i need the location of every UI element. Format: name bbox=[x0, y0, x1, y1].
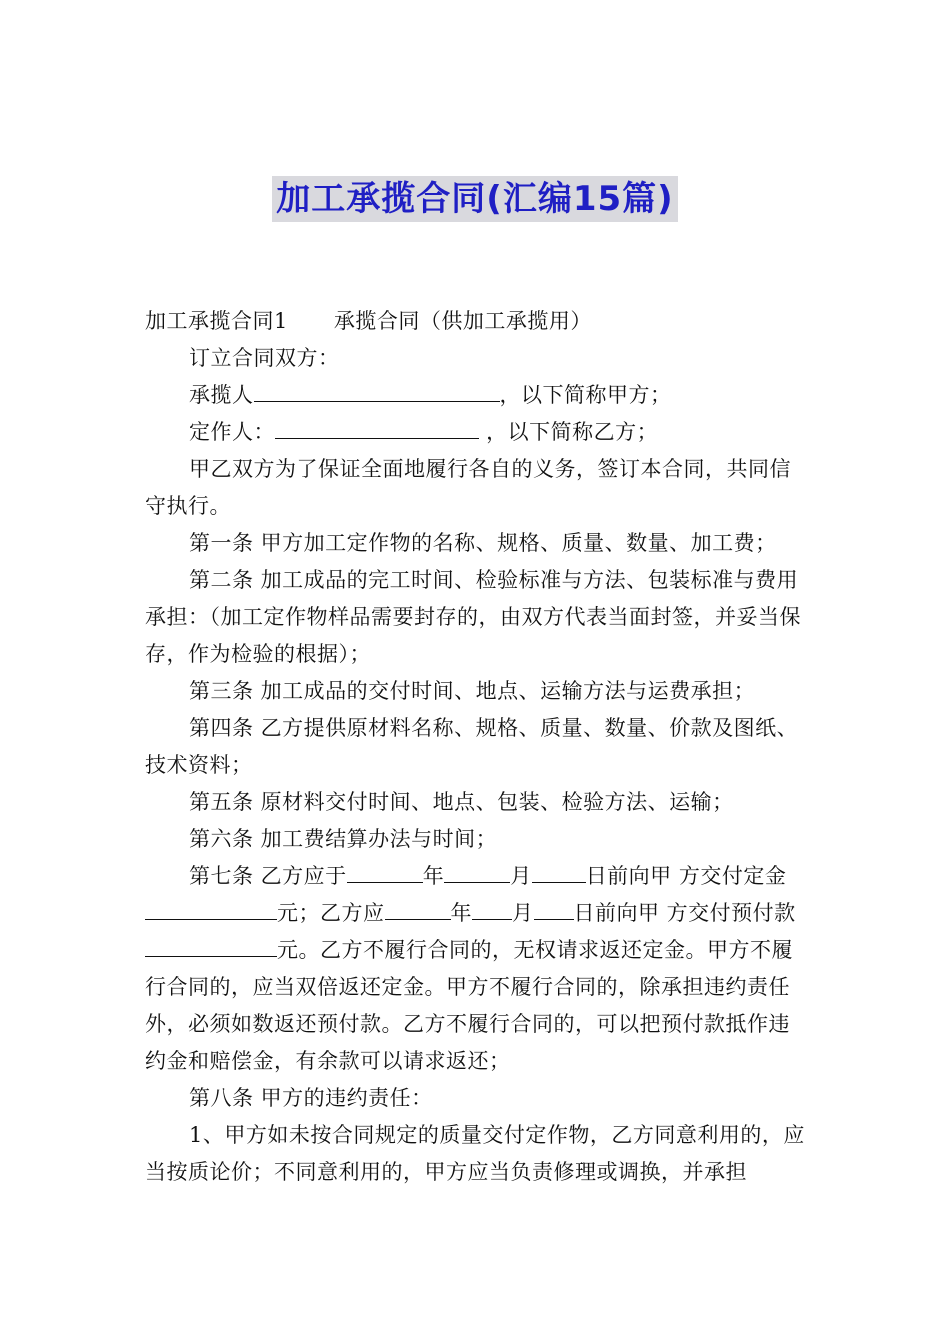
contractor-line bbox=[145, 377, 811, 414]
prepay-year-blank[interactable] bbox=[385, 897, 451, 920]
orderer-label: 定作人： bbox=[189, 420, 275, 444]
article-7-rest: 元。乙方不履行合同的，无权请求返还定金。甲方不履行合同的，应当双倍返还定金。甲方不履行合同的，除承担违约责任外，必须如数返还预付款。乙方不履行合同的，可以把预付款抵作违约金和赔偿金，有余款可以请求返还； bbox=[145, 938, 793, 1073]
article-1: 第一条 甲方加工定作物的名称、规格、质量、数量、加工费； bbox=[189, 531, 777, 555]
orderer-suffix: ，以下简称乙方； bbox=[479, 420, 659, 444]
contract-heading bbox=[145, 303, 811, 340]
prepay-day-text: 日前向甲 方交付预付款 bbox=[573, 901, 796, 925]
prepay-year-label: 年 bbox=[450, 901, 472, 925]
document-body bbox=[145, 303, 811, 1191]
title-container bbox=[0, 176, 950, 222]
parties-intro: 订立合同双方： bbox=[189, 346, 340, 370]
contractor-label: 承揽人 bbox=[189, 383, 254, 407]
deposit-day-text: 日前向甲 方交付定金 bbox=[585, 864, 787, 888]
article-2: 第二条 加工成品的完工时间、检验标准与方法、包装标准与费用承担：（加工定作物样品需要封存的，由双方代表当面封签，并妥当保存，作为检验的根据）； bbox=[145, 568, 801, 666]
document-title: 加工承揽合同(汇编15篇) bbox=[272, 176, 677, 222]
heading-left: 加工承揽合同1 bbox=[145, 309, 288, 333]
article-7-intro: 第七条 乙方应于 bbox=[189, 864, 347, 888]
contractor-suffix: ，以下简称甲方； bbox=[499, 383, 672, 407]
orderer-blank[interactable] bbox=[275, 416, 479, 439]
prepay-month-label: 月 bbox=[512, 901, 534, 925]
deposit-yuan-text: 元；乙方应 bbox=[277, 901, 385, 925]
deposit-year-blank[interactable] bbox=[347, 860, 423, 883]
deposit-day-blank[interactable] bbox=[532, 860, 586, 883]
prepay-month-blank[interactable] bbox=[472, 897, 512, 920]
contractor-blank[interactable] bbox=[254, 379, 500, 402]
deposit-amount-blank[interactable] bbox=[145, 897, 277, 920]
article-6: 第六条 加工费结算办法与时间； bbox=[189, 827, 498, 851]
heading-right: 承揽合同（供加工承揽用） bbox=[333, 309, 592, 333]
article-5: 第五条 原材料交付时间、地点、包装、检验方法、运输； bbox=[189, 790, 734, 814]
deposit-year-label: 年 bbox=[422, 864, 445, 888]
article-8: 第八条 甲方的违约责任： bbox=[189, 1086, 433, 1110]
article-4: 第四条 乙方提供原材料名称、规格、质量、数量、价款及图纸、技术资料； bbox=[145, 716, 799, 777]
prepay-day-blank[interactable] bbox=[534, 897, 574, 920]
orderer-line bbox=[145, 414, 811, 451]
deposit-month-label: 月 bbox=[510, 864, 532, 888]
prepay-amount-blank[interactable] bbox=[145, 934, 277, 957]
article-8-item-1: 1、甲方如未按合同规定的质量交付定作物，乙方同意利用的，应当按质论价；不同意利用的，甲方应当负责修理或调换，并承担 bbox=[145, 1123, 805, 1184]
article-7 bbox=[145, 858, 811, 1080]
deposit-month-blank[interactable] bbox=[444, 860, 510, 883]
article-3: 第三条 加工成品的交付时间、地点、运输方法与运费承担； bbox=[189, 679, 756, 703]
preamble: 甲乙双方为了保证全面地履行各自的义务，签订本合同，共同信守执行。 bbox=[145, 457, 791, 518]
